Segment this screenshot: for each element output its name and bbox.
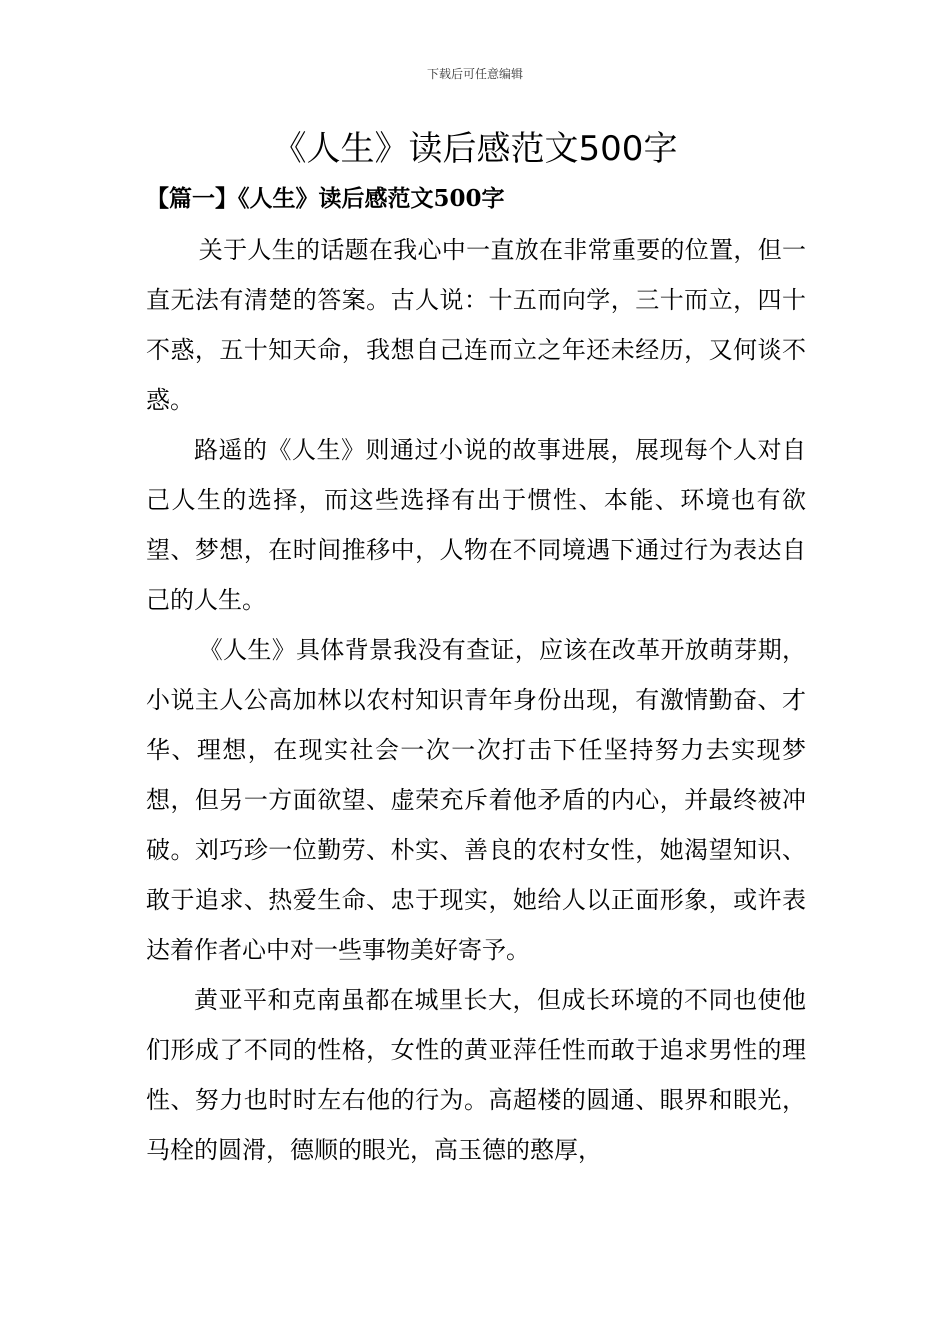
document-title: 《人生》读后感范文500字 [272, 129, 678, 169]
section-heading: 【篇一】《人生》读后感范文500字 [146, 185, 505, 212]
paragraph-1: 关于人生的话题在我心中一直放在非常重要的位置，但一直无法有清楚的答案。古人说：十五而向学，三十而立，四十不惑，五十知天命，我想自己连而立之年还未经历，又何谈不惑。 [146, 236, 806, 414]
paragraph-3: 《人生》具体背景我没有查证，应该在改革开放萌芽期，小说主人公高加林以农村知识青年身份出现，有激情勤奋、才华、理想，在现实社会一次一次打击下任坚持努力去实现梦想，但另一方面欲望、虚荣充斥着他矛盾的内心，并最终被冲破。刘巧珍一位勤劳、朴实、善良的农村女性，她渴望知识、敢于追求、热爱生命、忠于现实，她给人以正面形象，或许表达着作者心中对一些事物美好寄予。 [146, 636, 806, 964]
paragraph-2: 路遥的《人生》则通过小说的故事进展，展现每个人对自己人生的选择，而这些选择有出于惯性、本能、环境也有欲望、梦想，在时间推移中，人物在不同境遇下通过行为表达自己的人生。 [146, 436, 806, 614]
header-note: 下载后可任意编辑 [426, 67, 523, 81]
paragraph-4: 黄亚平和克南虽都在城里长大，但成长环境的不同也使他们形成了不同的性格，女性的黄亚萍任性而敢于追求男性的理性、努力也时时左右他的行为。高超楼的圆通、眼界和眼光，马栓的圆滑，德顺的眼光，高玉德的憨厚， [146, 986, 806, 1164]
article-body [146, 225, 806, 1175]
